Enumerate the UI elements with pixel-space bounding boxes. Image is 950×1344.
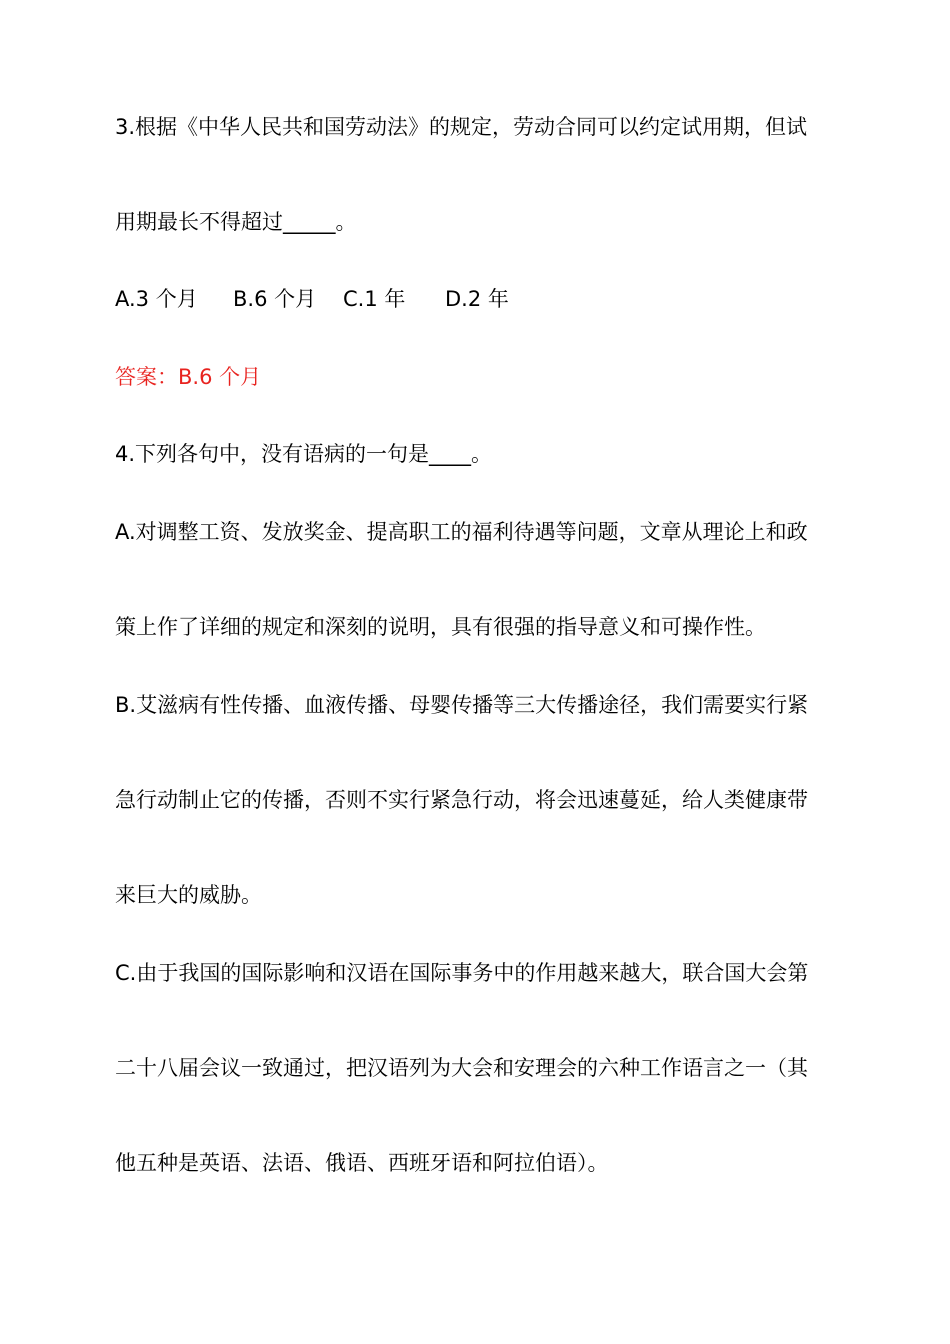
question-4-option-b-line-1: B.艾滋病有性传播、血液传播、母婴传播等三大传播途径，我们需要实行紧 bbox=[115, 693, 809, 717]
question-3-line-2: 用期最长不得超过_____。 bbox=[115, 210, 357, 234]
option-b: B.6 个月 bbox=[233, 287, 317, 311]
option-a: A.3 个月 bbox=[115, 287, 198, 311]
question-3-options bbox=[115, 284, 875, 314]
question-4-stem: 4.下列各句中，没有语病的一句是____。 bbox=[115, 442, 493, 466]
question-4-option-c-line-2: 二十八届会议一致通过，把汉语列为大会和安理会的六种工作语言之一（其 bbox=[115, 1056, 808, 1080]
question-3-line-1: 3.根据《中华人民共和国劳动法》的规定，劳动合同可以约定试用期，但试 bbox=[115, 115, 808, 139]
question-4-option-b-line-2: 急行动制止它的传播，否则不实行紧急行动，将会迅速蔓延，给人类健康带 bbox=[115, 788, 808, 812]
question-4-option-b-line-3: 来巨大的威胁。 bbox=[115, 883, 262, 907]
question-4-option-c-line-3: 他五种是英语、法语、俄语、西班牙语和阿拉伯语）。 bbox=[115, 1151, 609, 1175]
option-d: D.2 年 bbox=[445, 287, 509, 311]
question-4-option-a-line-2: 策上作了详细的规定和深刻的说明，具有很强的指导意义和可操作性。 bbox=[115, 615, 766, 639]
question-4-option-a-line-1: A.对调整工资、发放奖金、提高职工的福利待遇等问题，文章从理论上和政 bbox=[115, 520, 808, 544]
option-c: C.1 年 bbox=[343, 287, 406, 311]
question-3-answer: 答案：B.6 个月 bbox=[115, 365, 262, 389]
question-4-option-c-line-1: C.由于我国的国际影响和汉语在国际事务中的作用越来越大，联合国大会第 bbox=[115, 961, 809, 985]
